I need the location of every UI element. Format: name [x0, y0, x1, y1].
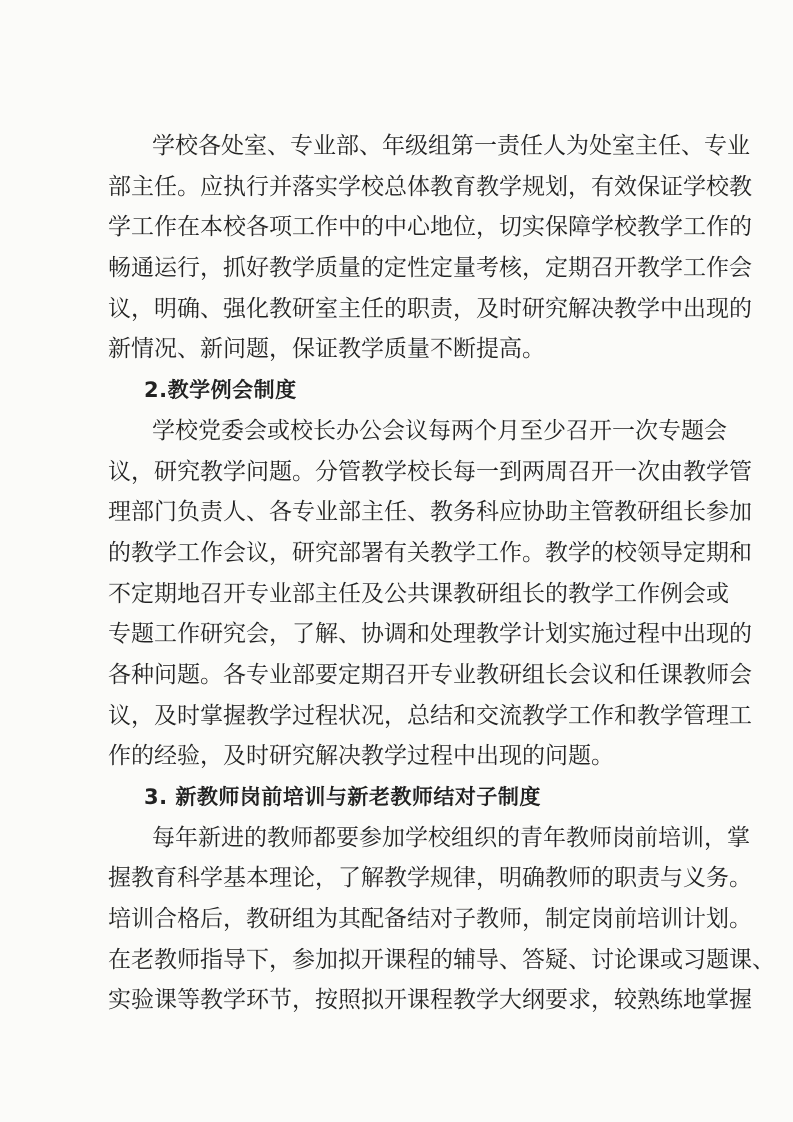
paragraph-line: 握教育科学基本理论，了解教学规律，明确教师的职责与义务。 — [108, 865, 752, 892]
paragraph-line: 学工作在本校各项工作中的中心地位，切实保障学校教学工作的 — [108, 214, 752, 241]
section-heading: 3. 新教师岗前培训与新老教师结对子制度 — [144, 785, 541, 809]
document-body — [108, 126, 775, 1021]
paragraph-line: 每年新进的教师都要参加学校组织的青年教师岗前培训，掌 — [152, 824, 750, 851]
paragraph-line: 议，明确、强化教研室主任的职责，及时研究解决教学中出现的 — [108, 295, 752, 322]
paragraph-line: 的教学工作会议，研究部署有关教学工作。教学的校领导定期和 — [108, 539, 752, 566]
section-heading: 2.教学例会制度 — [144, 378, 297, 403]
paragraph-line: 各种问题。各专业部要定期召开专业教研组长会议和任课教师会 — [108, 661, 752, 688]
paragraph-line: 在老教师指导下，参加拟开课程的辅导、答疑、讨论课或习题课、 — [108, 946, 775, 973]
paragraph-line: 议，研究教学问题。分管教学校长每一到两周召开一次由教学管 — [108, 458, 752, 485]
paragraph-line: 培训合格后，教研组为其配备结对子教师，制定岗前培训计划。 — [108, 906, 752, 933]
paragraph-line: 不定期地召开专业部主任及公共课教研组长的教学工作例会或 — [108, 580, 729, 607]
paragraph — [108, 411, 752, 777]
paragraph-line: 作的经验，及时研究解决教学过程中出现的问题。 — [108, 743, 614, 770]
paragraph-line: 议，及时掌握教学过程状况，总结和交流教学工作和教学管理工 — [108, 702, 752, 729]
paragraph-line: 理部门负责人、各专业部主任、教务科应协助主管教研组长参加 — [108, 499, 752, 526]
paragraph-line: 学校各处室、专业部、年级组第一责任人为处室主任、专业 — [152, 133, 750, 159]
paragraph-line: 实验课等教学环节，按照拟开课程教学大纲要求，较熟练地掌握 — [108, 987, 752, 1014]
paragraph-line: 新情况、新问题，保证教学质量不断提高。 — [108, 336, 545, 363]
paragraph — [108, 126, 752, 370]
paragraph — [108, 818, 775, 1021]
paragraph-line: 专题工作研究会，了解、协调和处理教学计划实施过程中出现的 — [108, 621, 752, 648]
paragraph-line: 学校党委会或校长办公会议每两个月至少召开一次专题会 — [152, 417, 727, 444]
paragraph-line: 畅通运行，抓好教学质量的定性定量考核，定期召开教学工作会 — [108, 255, 752, 282]
paragraph-line: 部主任。应执行并落实学校总体教育教学规划，有效保证学校教 — [108, 173, 752, 200]
